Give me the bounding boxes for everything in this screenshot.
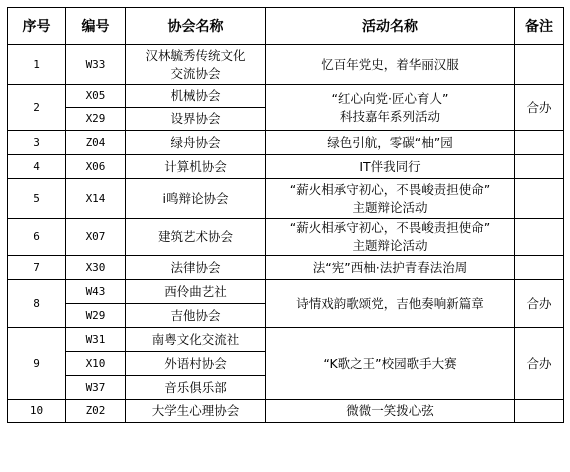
code-cell: X29	[66, 108, 126, 131]
activity-cell: IT伴我同行	[266, 155, 515, 179]
table-row	[8, 219, 564, 256]
code-cell: W29	[66, 304, 126, 328]
index-cell: 8	[8, 280, 66, 328]
code-cell: W31	[66, 328, 126, 352]
remark-cell	[515, 256, 564, 280]
remark-cell	[515, 400, 564, 423]
table-row	[8, 131, 564, 155]
table-row	[8, 400, 564, 423]
activity-cell: “薪火相承守初心，不畏峻责担使命” 主题辩论活动	[266, 179, 515, 219]
index-cell: 10	[8, 400, 66, 423]
activity-table	[7, 7, 564, 423]
code-cell: Z04	[66, 131, 126, 155]
association-cell: 南粤文化交流社	[126, 328, 266, 352]
activity-cell: 微微一笑拨心弦	[266, 400, 515, 423]
index-cell: 6	[8, 219, 66, 256]
code-cell: W37	[66, 376, 126, 400]
table-row	[8, 85, 564, 108]
code-cell: X06	[66, 155, 126, 179]
code-cell: X30	[66, 256, 126, 280]
remark-cell: 合办	[515, 280, 564, 328]
index-cell: 1	[8, 45, 66, 85]
table-row	[8, 155, 564, 179]
association-cell: i鸣辩论协会	[126, 179, 266, 219]
table-row	[8, 256, 564, 280]
activity-cell: 法“宪”西柚·法护青春法治周	[266, 256, 515, 280]
code-cell: X05	[66, 85, 126, 108]
remark-cell	[515, 45, 564, 85]
activity-cell: 诗情戏韵歌颂党，吉他奏响新篇章	[266, 280, 515, 328]
code-cell: W33	[66, 45, 126, 85]
association-cell: 绿舟协会	[126, 131, 266, 155]
header-index: 序号	[8, 8, 66, 45]
code-cell: W43	[66, 280, 126, 304]
code-cell: X07	[66, 219, 126, 256]
table-row	[8, 280, 564, 304]
association-cell: 大学生心理协会	[126, 400, 266, 423]
index-cell: 3	[8, 131, 66, 155]
association-cell: 法律协会	[126, 256, 266, 280]
table-row	[8, 179, 564, 219]
index-cell: 4	[8, 155, 66, 179]
activity-cell: 绿色引航，零碳“柚”园	[266, 131, 515, 155]
code-cell: X14	[66, 179, 126, 219]
table-row	[8, 45, 564, 85]
index-cell: 5	[8, 179, 66, 219]
remark-cell: 合办	[515, 328, 564, 400]
association-cell: 吉他协会	[126, 304, 266, 328]
remark-cell	[515, 155, 564, 179]
remark-cell	[515, 131, 564, 155]
header-activity: 活动名称	[266, 8, 515, 45]
header-association: 协会名称	[126, 8, 266, 45]
activity-cell: “红心向党·匠心育人” 科技嘉年系列活动	[266, 85, 515, 131]
remark-cell: 合办	[515, 85, 564, 131]
index-cell: 7	[8, 256, 66, 280]
activity-cell: “薪火相承守初心，不畏峻责担使命” 主题辩论活动	[266, 219, 515, 256]
association-cell: 汉林毓秀传统文化 交流协会	[126, 45, 266, 85]
header-remark: 备注	[515, 8, 564, 45]
association-cell: 外语村协会	[126, 352, 266, 376]
association-cell: 机械协会	[126, 85, 266, 108]
index-cell: 2	[8, 85, 66, 131]
remark-cell	[515, 179, 564, 219]
index-cell: 9	[8, 328, 66, 400]
code-cell: Z02	[66, 400, 126, 423]
association-cell: 西伶曲艺社	[126, 280, 266, 304]
activity-cell: “K歌之王”校园歌手大赛	[266, 328, 515, 400]
association-cell: 设界协会	[126, 108, 266, 131]
association-cell: 计算机协会	[126, 155, 266, 179]
association-cell: 建筑艺术协会	[126, 219, 266, 256]
header-code: 编号	[66, 8, 126, 45]
header-row	[8, 8, 564, 45]
table-row	[8, 328, 564, 352]
activity-cell: 忆百年党史，着华丽汉服	[266, 45, 515, 85]
remark-cell	[515, 219, 564, 256]
association-cell: 音乐俱乐部	[126, 376, 266, 400]
code-cell: X10	[66, 352, 126, 376]
